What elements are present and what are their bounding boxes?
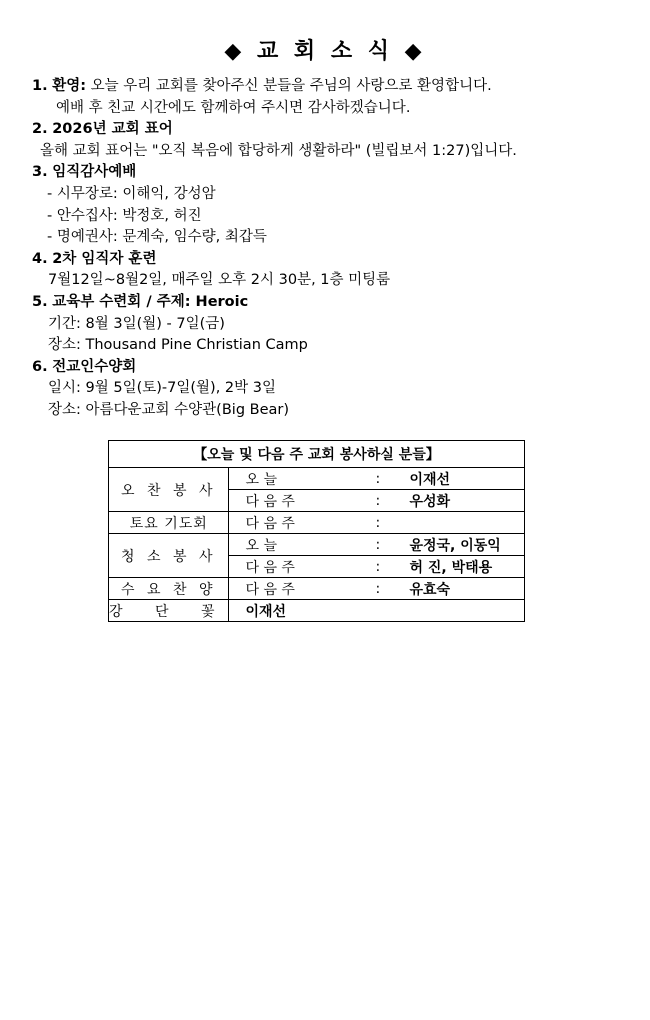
- item-line: - 명예권사: 문계숙, 임수량, 최갑득: [47, 229, 267, 246]
- role-altar-flowers: 강 단 꽃: [109, 600, 229, 622]
- item-heading: 2026년 교회 표어: [52, 121, 173, 138]
- item-heading: 전교인수양회: [52, 358, 137, 375]
- item-number: 5.: [32, 293, 48, 310]
- announcements: [32, 76, 632, 422]
- colon: :: [375, 578, 405, 600]
- when-today: 오 늘: [229, 468, 376, 490]
- name-cleaning-next: 허 진, 박태용: [405, 556, 524, 578]
- colon: :: [375, 556, 405, 578]
- item-number: 3.: [32, 164, 48, 181]
- name-saturday-prayer-next: [405, 512, 524, 534]
- when-next: 다 음 주: [229, 578, 376, 600]
- page-title: ◆ 교 회 소 식 ◆: [224, 39, 426, 64]
- role-cleaning: 청 소 봉 사: [109, 534, 229, 578]
- item-number: 2.: [32, 121, 48, 138]
- name-wednesday-praise-next: 유효숙: [405, 578, 524, 600]
- colon: :: [375, 512, 405, 534]
- item-number: 1.: [32, 78, 48, 94]
- item-training: [32, 249, 632, 271]
- name-cleaning-today: 윤정국, 이동익: [405, 534, 524, 556]
- item-heading: 환영:: [52, 78, 87, 94]
- item-line: 예배 후 친교 시간에도 함께하여 주시면 감사하겠습니다.: [56, 99, 411, 116]
- role-lunch: 오 찬 봉 사: [109, 468, 229, 512]
- item-line: 오늘 우리 교회를 찾아주신 분들을 주님의 사랑으로 환영합니다.: [90, 78, 492, 94]
- role-saturday-prayer: 토요 기도회: [109, 512, 229, 534]
- item-line: - 안수집사: 박정호, 허진: [47, 207, 202, 224]
- name-lunch-next: 우성화: [405, 490, 524, 512]
- item-number: 6.: [32, 358, 48, 375]
- colon: :: [375, 490, 405, 512]
- item-number: 4.: [32, 250, 48, 267]
- item-motto: [32, 119, 632, 141]
- item-heading: 2차 임직자 훈련: [52, 250, 157, 267]
- item-welcome: [32, 76, 632, 98]
- when-next: 다 음 주: [229, 490, 376, 512]
- item-line: 7월12일~8월2일, 매주일 오후 2시 30분, 1층 미팅룸: [48, 272, 391, 289]
- item-heading: 임직감사예배: [52, 164, 137, 181]
- when-today: 오 늘: [229, 534, 376, 556]
- item-church-retreat: [32, 357, 632, 379]
- item-line: 기간: 8월 3일(월) - 7일(금): [48, 315, 225, 332]
- item-heading: 교육부 수련회 / 주제: Heroic: [52, 293, 249, 310]
- item-line: 올해 교회 표어는 "오직 복음에 합당하게 생활하라" (빌립보서 1:27)입니다.: [40, 142, 517, 159]
- when-next: 다 음 주: [229, 512, 376, 534]
- item-retreat-education: [32, 292, 632, 314]
- service-table-header: 【오늘 및 다음 주 교회 봉사하실 분들】: [109, 441, 525, 468]
- item-line: 장소: Thousand Pine Christian Camp: [48, 337, 308, 354]
- when-next: 다 음 주: [229, 556, 376, 578]
- service-table: [108, 440, 525, 622]
- role-wednesday-praise: 수 요 찬 양: [109, 578, 229, 600]
- name-altar-flowers: 이재선: [229, 600, 525, 622]
- colon: :: [375, 468, 405, 490]
- colon: :: [375, 534, 405, 556]
- item-line: 장소: 아름다운교회 수양관(Big Bear): [48, 401, 289, 418]
- name-lunch-today: 이재선: [405, 468, 524, 490]
- item-line: - 시무장로: 이해익, 강성암: [47, 185, 216, 202]
- item-line: 일시: 9월 5일(토)-7일(월), 2박 3일: [48, 380, 276, 397]
- item-ordination: [32, 162, 632, 184]
